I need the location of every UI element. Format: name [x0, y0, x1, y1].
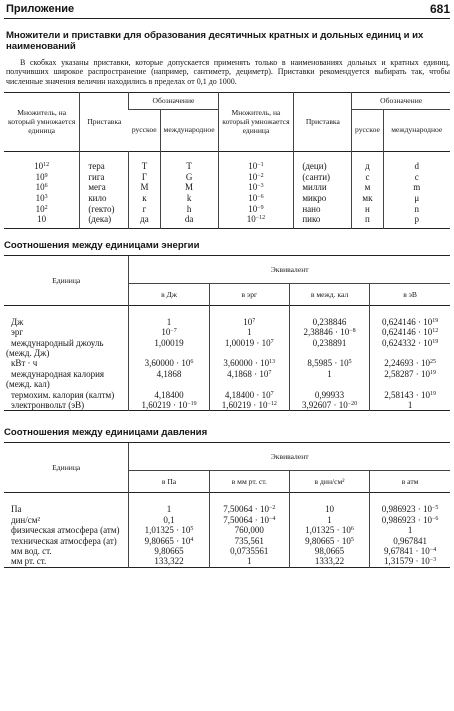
value-base: 1 — [247, 556, 252, 567]
value-exponent: −7 — [170, 328, 177, 335]
value-exponent: 7 — [270, 390, 274, 397]
value-cell — [209, 536, 289, 546]
value-cell — [289, 536, 369, 546]
header-russian: русское — [129, 110, 160, 152]
unit-cell — [4, 369, 129, 390]
multiplier-exponent: −9 — [257, 204, 264, 211]
multiplier-base: 10 — [248, 203, 258, 214]
header-designation: Обозначение — [129, 93, 218, 110]
russian-symbol-cell: д — [352, 152, 383, 172]
unit-label: мм рт. ст. — [11, 556, 47, 567]
value-cell — [129, 358, 209, 368]
header-prefix: Приставка — [294, 93, 352, 152]
section-title-energy: Соотношения между единицами энергии — [4, 239, 200, 251]
russian-symbol-cell: Г — [129, 172, 160, 183]
multiplier-row — [4, 193, 450, 204]
value-exponent: 7 — [270, 338, 274, 345]
table-row — [4, 369, 450, 390]
value-cell — [209, 390, 289, 400]
value-base: 735,561 — [234, 535, 264, 546]
multiplier-row — [4, 172, 450, 183]
unit-label: мм вод. ст. — [11, 546, 52, 557]
unit-cell — [4, 390, 129, 400]
prefix-name-cell: пико — [294, 214, 352, 228]
value-cell — [129, 305, 209, 327]
value-cell — [209, 493, 289, 515]
value-cell — [370, 327, 450, 337]
multiplier-cell — [4, 172, 80, 183]
multiplier-cell — [218, 172, 294, 183]
value-cell — [129, 556, 209, 567]
value-cell — [209, 369, 289, 390]
energy-body — [4, 305, 450, 411]
unit-label: электронвольт (эВ) — [11, 400, 85, 411]
value-cell — [209, 556, 289, 567]
header-multiplier: Множитель, на который умножается единица — [8, 108, 76, 135]
header-russian: русское — [352, 110, 383, 152]
header-prefix: Приставка — [80, 93, 129, 152]
value-cell — [129, 515, 209, 525]
multiplier-base: 10 — [248, 161, 258, 172]
pressure-table — [4, 443, 450, 567]
multiplier-base: 10 — [248, 193, 258, 203]
table-row — [4, 327, 450, 337]
multiplier-base: 10 — [34, 161, 44, 172]
value-exponent: 7 — [252, 317, 256, 324]
value-base: 1 — [407, 525, 413, 536]
value-cell — [129, 338, 209, 359]
value-cell — [289, 546, 369, 556]
multiplier-cell — [4, 193, 80, 204]
page-header — [4, 2, 450, 19]
multiplier-base: 10 — [248, 182, 258, 193]
unit-label: международный джоуль (межд. Дж) — [6, 337, 104, 358]
header-designation: Обозначение — [352, 93, 450, 110]
multiplier-exponent: −2 — [257, 172, 264, 179]
value-exponent: −3 — [429, 557, 437, 564]
multiplier-base: 10 — [246, 214, 256, 225]
value-base: 9,67841 · 10 — [384, 546, 430, 557]
value-base: 4,18400 — [154, 389, 184, 400]
value-cell — [209, 327, 289, 337]
russian-symbol-cell: н — [352, 204, 383, 215]
multiplier-exponent: 3 — [44, 194, 48, 200]
value-cell — [129, 493, 209, 515]
prefix-name-cell: мега — [80, 182, 129, 193]
value-base: 7,50064 · 10 — [223, 514, 269, 525]
multiplier-exponent: −3 — [257, 183, 264, 190]
value-base: 9,80665 · 10 — [305, 535, 351, 546]
value-base: 0,986923 · 10 — [381, 514, 433, 525]
value-base: 0,238846 — [312, 316, 347, 327]
header-multiplier: Множитель, на который умножается единица — [218, 93, 294, 152]
value-cell — [370, 546, 450, 556]
unit-label: международная калория (межд. кал) — [6, 368, 105, 390]
value-base: 0,99933 — [314, 389, 345, 400]
value-base: 1,00019 — [154, 337, 184, 348]
multiplier-exponent: −12 — [255, 215, 266, 222]
multiplier-base: 10 — [37, 214, 47, 225]
value-base: 4,1868 · 10 — [227, 368, 269, 379]
unit-cell — [4, 400, 129, 411]
table-row — [4, 515, 450, 525]
unit-label: дин/см² — [11, 514, 41, 525]
value-cell — [370, 400, 450, 411]
table-row — [4, 390, 450, 400]
value-cell — [129, 390, 209, 400]
value-base: 760,000 — [234, 525, 264, 536]
header-international: международное — [160, 110, 218, 152]
col-header: в Дж — [129, 283, 209, 305]
value-base: 1 — [166, 504, 172, 515]
table-row — [4, 546, 450, 556]
value-base: 0,967841 — [393, 535, 427, 546]
unit-label: Дж — [11, 316, 24, 327]
multiplier-base: 10 — [35, 203, 45, 214]
value-base: 1,00019 · 10 — [224, 337, 271, 348]
value-exponent: 5 — [350, 536, 354, 543]
value-cell — [209, 305, 289, 327]
value-cell — [370, 525, 450, 535]
section-title-multipliers: Множители и приставки для образования десятичных кратных и дольных единиц и их наименований — [6, 30, 424, 52]
multiplier-base: 10 — [35, 193, 45, 203]
russian-symbol-cell: Т — [129, 152, 160, 172]
unit-cell — [4, 358, 129, 368]
header-unit: Единица — [52, 463, 81, 473]
energy-table — [4, 256, 450, 412]
unit-label: физическая атмосфера (атм) — [11, 525, 120, 536]
value-base: 0,624332 · 10 — [381, 337, 433, 348]
value-cell — [370, 338, 450, 359]
russian-symbol-cell: да — [129, 214, 160, 228]
russian-symbol-cell: М — [129, 182, 160, 193]
value-base: 0,624146 · 10 — [381, 327, 433, 338]
prefix-name-cell: (дека) — [80, 214, 129, 228]
international-symbol-cell: T — [160, 152, 218, 172]
prefix-name-cell: кило — [80, 193, 129, 204]
value-exponent: −5 — [432, 505, 439, 512]
value-exponent: −12 — [267, 401, 277, 408]
value-exponent: −19 — [187, 401, 197, 408]
value-cell — [129, 546, 209, 556]
col-header: в эрг — [209, 283, 289, 305]
multiplier-exponent: −1 — [257, 162, 264, 169]
value-base: 0,238891 — [312, 337, 347, 348]
running-title: Приложение — [6, 3, 75, 15]
international-symbol-cell: c — [383, 172, 450, 183]
value-cell — [129, 400, 209, 411]
russian-symbol-cell: п — [352, 214, 383, 228]
col-header: в мм рт. ст. — [209, 471, 289, 493]
value-exponent: 19 — [432, 317, 439, 324]
international-symbol-cell: p — [383, 214, 450, 228]
value-base: 1 — [327, 514, 332, 525]
value-base: 3,60000 · 10 — [223, 358, 270, 369]
value-base: 4,18400 · 10 — [224, 389, 271, 400]
value-base: 3,60000 · 10 — [144, 358, 191, 369]
multiplier-cell — [218, 214, 294, 228]
value-base: 2,58287 · 10 — [384, 368, 430, 379]
value-exponent: 6 — [190, 359, 194, 366]
unit-cell — [4, 515, 129, 525]
international-symbol-cell: d — [383, 152, 450, 172]
value-exponent: 19 — [432, 338, 439, 345]
value-cell — [209, 546, 289, 556]
value-exponent: 25 — [429, 359, 436, 366]
value-base: 2,38846 · 10 — [303, 327, 350, 338]
multiplier-exponent: 9 — [44, 172, 48, 179]
russian-symbol-cell: с — [352, 172, 383, 183]
russian-symbol-cell: г — [129, 204, 160, 215]
value-cell — [289, 358, 369, 368]
value-cell — [370, 369, 450, 390]
table-row — [4, 400, 450, 411]
international-symbol-cell: n — [383, 204, 450, 215]
value-cell — [209, 515, 289, 525]
unit-cell — [4, 556, 129, 567]
unit-cell — [4, 327, 129, 337]
russian-symbol-cell: мк — [352, 193, 383, 204]
value-base: 2,24693 · 10 — [384, 358, 430, 369]
value-cell — [209, 358, 289, 368]
unit-label: кВт · ч — [11, 358, 38, 369]
col-header: в эВ — [370, 283, 450, 305]
value-cell — [129, 369, 209, 390]
unit-label: термохим. калория (калтм) — [11, 389, 115, 400]
table-row — [4, 358, 450, 368]
international-symbol-cell: da — [160, 214, 218, 228]
multiplier-exponent: 12 — [43, 162, 50, 169]
value-cell — [289, 338, 369, 359]
value-base: 1 — [327, 368, 332, 379]
value-base: 4,1868 — [156, 368, 182, 379]
value-exponent: 5 — [190, 526, 194, 533]
multiplier-row — [4, 214, 450, 228]
value-base: 9,80665 · 10 — [144, 535, 191, 546]
value-exponent: 6 — [350, 526, 354, 533]
value-cell — [370, 515, 450, 525]
international-symbol-cell: m — [383, 182, 450, 193]
col-header: в атм — [370, 471, 450, 493]
prefix-name-cell: милли — [294, 182, 352, 193]
multiplier-cell — [4, 152, 80, 172]
value-cell — [370, 390, 450, 400]
value-exponent: 5 — [348, 359, 352, 366]
value-exponent: −2 — [268, 505, 276, 512]
multiplier-base: 10 — [35, 171, 45, 182]
value-exponent: −8 — [349, 328, 356, 335]
international-symbol-cell: μ — [383, 193, 450, 204]
prefix-name-cell: микро — [294, 193, 352, 204]
col-header: в Па — [129, 471, 209, 493]
multiplier-base: 10 — [248, 171, 258, 182]
value-base: 1 — [407, 400, 413, 411]
value-cell — [289, 400, 369, 411]
unit-cell — [4, 525, 129, 535]
value-cell — [370, 536, 450, 546]
value-base: 2,58143 · 10 — [384, 389, 430, 400]
value-exponent: 13 — [269, 359, 276, 366]
value-exponent: 7 — [268, 369, 272, 376]
international-symbol-cell: G — [160, 172, 218, 183]
prefix-name-cell: (санти) — [294, 172, 352, 183]
value-cell — [370, 556, 450, 567]
value-base: 10 — [243, 316, 253, 327]
table-row — [4, 305, 450, 327]
multiplier-exponent: 2 — [44, 204, 48, 211]
value-base: 1,60219 · 10 — [141, 400, 188, 411]
multiplier-cell — [218, 204, 294, 215]
multiplier-exponent: −6 — [257, 194, 264, 200]
value-base: 1,31579 · 10 — [384, 556, 430, 567]
value-cell — [370, 305, 450, 327]
value-base: 1,01325 · 10 — [144, 525, 191, 536]
russian-symbol-cell: к — [129, 193, 160, 204]
page-number: 681 — [429, 2, 450, 16]
value-cell — [129, 525, 209, 535]
value-base: 0,624146 · 10 — [381, 316, 433, 327]
value-base: 0,1 — [163, 514, 175, 525]
header-equivalent: Эквивалент — [129, 443, 450, 471]
value-cell — [289, 305, 369, 327]
header-international: международное — [383, 110, 450, 152]
page — [4, 2, 450, 568]
table-row — [4, 556, 450, 567]
value-exponent: −20 — [347, 401, 358, 408]
multiplier-cell — [4, 182, 80, 193]
value-cell — [289, 327, 369, 337]
value-cell — [289, 493, 369, 515]
unit-label: Па — [11, 504, 22, 515]
value-cell — [129, 327, 209, 337]
international-symbol-cell: h — [160, 204, 218, 215]
multipliers-body — [4, 152, 450, 229]
prefix-name-cell: гига — [80, 172, 129, 183]
unit-cell — [4, 305, 129, 327]
value-base: 133,322 — [154, 556, 184, 567]
value-base: 10 — [325, 504, 335, 515]
value-exponent: −6 — [432, 515, 439, 522]
multiplier-cell — [218, 193, 294, 204]
note-paragraph: В скобках указаны приставки, которые допускается применять только в наименованиях дольных и кратных единиц, получивших широкое распространение (например, сантиметр, дециметр). Приставки рекомендуется выбирать так, чтобы численные значения величин находились в пределах от 0,1 до 1000. — [6, 58, 450, 86]
value-base: 1 — [247, 327, 252, 338]
multiplier-row — [4, 204, 450, 215]
value-exponent: −4 — [268, 515, 276, 522]
value-cell — [209, 400, 289, 411]
value-base: 98,0665 — [314, 546, 345, 557]
unit-cell — [4, 338, 129, 359]
prefix-name-cell: (гекто) — [80, 204, 129, 215]
value-cell — [289, 369, 369, 390]
value-exponent: 19 — [429, 369, 436, 376]
multipliers-table — [4, 92, 450, 229]
value-cell — [289, 390, 369, 400]
unit-cell — [4, 546, 129, 556]
value-base: 1,60219 · 10 — [221, 400, 268, 411]
value-base: 1 — [166, 316, 172, 327]
value-cell — [209, 338, 289, 359]
value-cell — [289, 515, 369, 525]
value-base: 0,0735561 — [230, 546, 269, 557]
col-header: в межд. кал — [289, 283, 369, 305]
value-base: 1333,22 — [314, 556, 345, 567]
unit-label: техническая атмосфера (ат) — [11, 535, 117, 546]
prefix-name-cell: (деци) — [294, 152, 352, 172]
pressure-body — [4, 493, 450, 567]
value-cell — [289, 525, 369, 535]
value-base: 0,986923 · 10 — [381, 504, 433, 515]
header-equivalent: Эквивалент — [129, 256, 450, 284]
multiplier-cell — [4, 204, 80, 215]
value-base: 1,01325 · 10 — [305, 525, 351, 536]
value-cell — [289, 556, 369, 567]
value-cell — [370, 358, 450, 368]
table-row — [4, 338, 450, 359]
table-row — [4, 536, 450, 546]
value-exponent: 19 — [429, 390, 436, 397]
value-base: 8,5985 · 10 — [307, 358, 349, 369]
multiplier-row — [4, 152, 450, 172]
header-unit: Единица — [52, 275, 81, 285]
value-base: 7,50064 · 10 — [223, 504, 269, 515]
table-row — [4, 525, 450, 535]
value-base: 10 — [161, 327, 171, 338]
table-row — [4, 493, 450, 515]
multiplier-cell — [218, 152, 294, 172]
prefix-name-cell: тера — [80, 152, 129, 172]
international-symbol-cell: M — [160, 182, 218, 193]
prefix-name-cell: нано — [294, 204, 352, 215]
international-symbol-cell: k — [160, 193, 218, 204]
multiplier-base: 10 — [35, 182, 45, 193]
unit-cell — [4, 493, 129, 515]
section-title-pressure: Соотношения между единицами давления — [4, 427, 208, 439]
value-exponent: 4 — [190, 536, 194, 543]
col-header: в дин/см² — [289, 471, 369, 493]
unit-label: эрг — [11, 327, 24, 338]
multiplier-cell — [218, 182, 294, 193]
russian-symbol-cell: м — [352, 182, 383, 193]
unit-cell — [4, 536, 129, 546]
value-exponent: −4 — [429, 547, 437, 554]
multiplier-cell — [4, 214, 80, 228]
value-cell — [370, 493, 450, 515]
value-base: 9,80665 — [154, 546, 184, 557]
value-cell — [209, 525, 289, 535]
value-exponent: 12 — [432, 328, 439, 335]
multiplier-row — [4, 182, 450, 193]
multiplier-exponent: 6 — [44, 183, 48, 190]
value-base: 3,92607 · 10 — [301, 400, 348, 411]
value-cell — [129, 536, 209, 546]
